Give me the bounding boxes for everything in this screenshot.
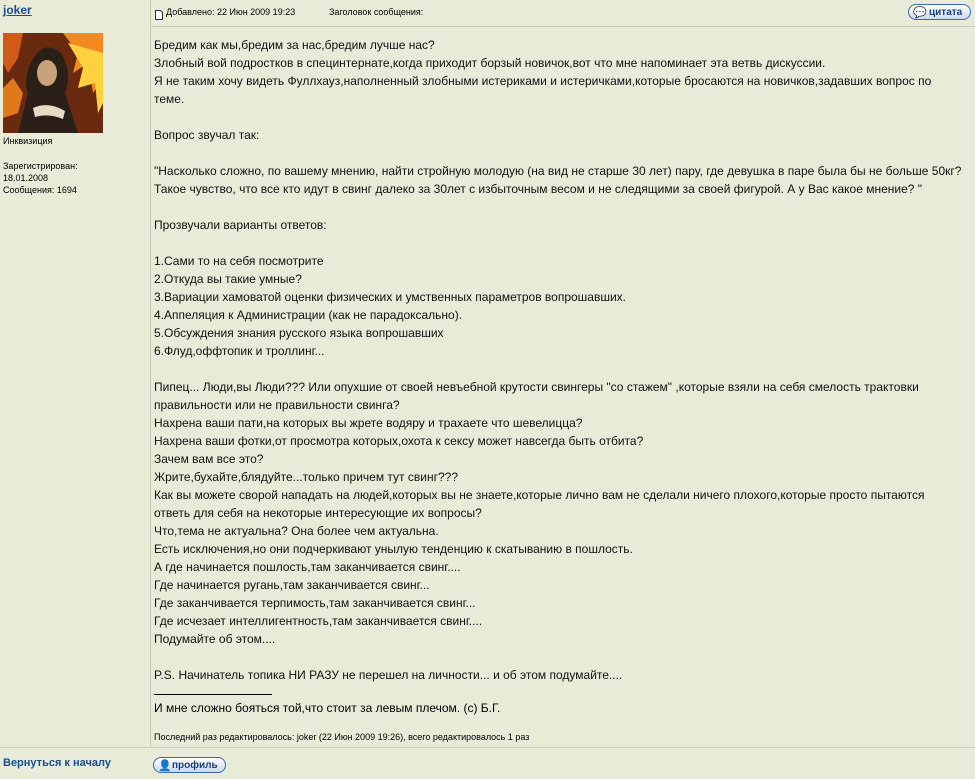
post-line: Что,тема не актуальна? Она более чем актуальна.	[154, 524, 439, 538]
post-line: Нахрена ваши пати,на которых вы жрете водяру и трахаете что шевелицца?	[154, 416, 583, 430]
edit-note: Последний раз редактировалось: joker (22 Июн 2009 19:26), всего редактировалось 1 раз	[154, 732, 530, 742]
post-line: 4.Аппеляция к Администрации (как не парадоксально).	[154, 308, 463, 322]
post-line	[154, 198, 972, 216]
post-line: 5.Обсуждения знания русского языка вопрошавших	[154, 326, 444, 340]
user-icon: 👤	[158, 760, 172, 772]
signature-divider	[154, 694, 272, 695]
profile-button-label: профиль	[172, 760, 218, 771]
post-line: Жрите,бухайте,блядуйте...только причем тут свинг???	[154, 470, 458, 484]
author-username-link[interactable]: joker	[3, 3, 32, 17]
post-line	[154, 108, 972, 126]
registered-date: 18.01.2008	[3, 173, 49, 183]
post-line: 3.Вариации хамоватой оценки физических и умственных параметров вопрошавших.	[154, 290, 627, 304]
post-line: 1.Сами то на себя посмотрите	[154, 254, 324, 268]
signature: И мне сложно бояться той,что стоит за левым плечом. (с) Б.Г.	[154, 701, 501, 715]
post-line: Подумайте об этом....	[154, 632, 276, 646]
author-rank: Инквизиция	[3, 136, 53, 146]
post-line: P.S. Начинатель топика НИ РАЗУ не перешел на личности... и об этом подумайте....	[154, 668, 623, 682]
post-line: теме.	[154, 92, 185, 106]
post-subject-label: Заголовок сообщения:	[329, 7, 424, 17]
post-line	[154, 234, 972, 252]
post-line	[154, 648, 972, 666]
quote-button-label: цитата	[929, 7, 963, 18]
post-line: правильности или не правильности свинга?	[154, 398, 400, 412]
post-line: "Насколько сложно, по вашему мнению, найти стройную молодую (на вид не старше 30 лет) пару, где девушка в паре была бы не больше 50кг?	[154, 164, 962, 178]
profile-button[interactable]	[153, 757, 226, 773]
post-body	[154, 36, 972, 684]
post-header	[151, 0, 975, 27]
post-line	[154, 360, 972, 378]
post-line: Где начинается ругань,там заканчивается свинг...	[154, 578, 430, 592]
post-line: Где заканчивается терпимость,там заканчивается свинг...	[154, 596, 476, 610]
post-line: Нахрена ваши фотки,от просмотра которых,охота к сексу может навсегда быть отбита?	[154, 434, 644, 448]
author-avatar	[3, 33, 103, 133]
speech-bubble-icon: 💬	[913, 7, 927, 19]
post-line: Где исчезает интеллигентность,там заканчивается свинг....	[154, 614, 483, 628]
post-line: Такое чувство, что все кто идут в свинг далеко за 30лет с избыточным весом и не следящими за своей фигурой. А у Вас какое мнение? "	[154, 182, 923, 196]
post-line: Вопрос звучал так:	[154, 128, 260, 142]
post-footer	[0, 747, 975, 779]
quote-button[interactable]	[908, 4, 971, 20]
back-to-top-link[interactable]: Вернуться к началу	[3, 757, 111, 769]
post-line	[154, 144, 972, 162]
post-icon	[155, 7, 163, 17]
author-info	[3, 160, 78, 196]
post-count: Сообщения: 1694	[3, 185, 77, 195]
post-line: Прозвучали варианты ответов:	[154, 218, 327, 232]
post-line: Как вы можете сворой нападать на людей,которых вы не знаете,которые лично вам не сделали ничего плохого,которые просто пытаются	[154, 488, 925, 502]
post-line: ответь для себя на некоторые интересующие их вопросы?	[154, 506, 482, 520]
post-line: Я не таким хочу видеть Фуллхауз,наполненный злобными истериками и истеричками,которые бросаются на новичков,задавших вопрос по	[154, 74, 932, 88]
post-line: Бредим как мы,бредим за нас,бредим лучше нас?	[154, 38, 435, 52]
post-line: А где начинается пошлость,там заканчивается свинг....	[154, 560, 461, 574]
post-line: 2.Откуда вы такие умные?	[154, 272, 302, 286]
post-line: Злобный вой подростков в специнтернате,когда приходит борзый новичок,вот что мне напоминает эта ветвь дискуссии.	[154, 56, 826, 70]
post-line: Зачем вам все это?	[154, 452, 264, 466]
registered-label: Зарегистрирован:	[3, 161, 78, 171]
post-content	[151, 0, 975, 747]
post-line: Есть исключения,но они подчеркивают унылую тенденцию к скатыванию в пошлость.	[154, 542, 633, 556]
author-panel	[0, 0, 151, 747]
post-date: Добавлено: 22 Июн 2009 19:23	[166, 7, 296, 17]
post-line: 6.Флуд,оффтопик и троллинг...	[154, 344, 325, 358]
post-line: Пипец... Люди,вы Люди??? Или опухшие от своей невъебной крутости свингеры "со стажем" ,которые взяли на себя смелость трактовки	[154, 380, 919, 394]
